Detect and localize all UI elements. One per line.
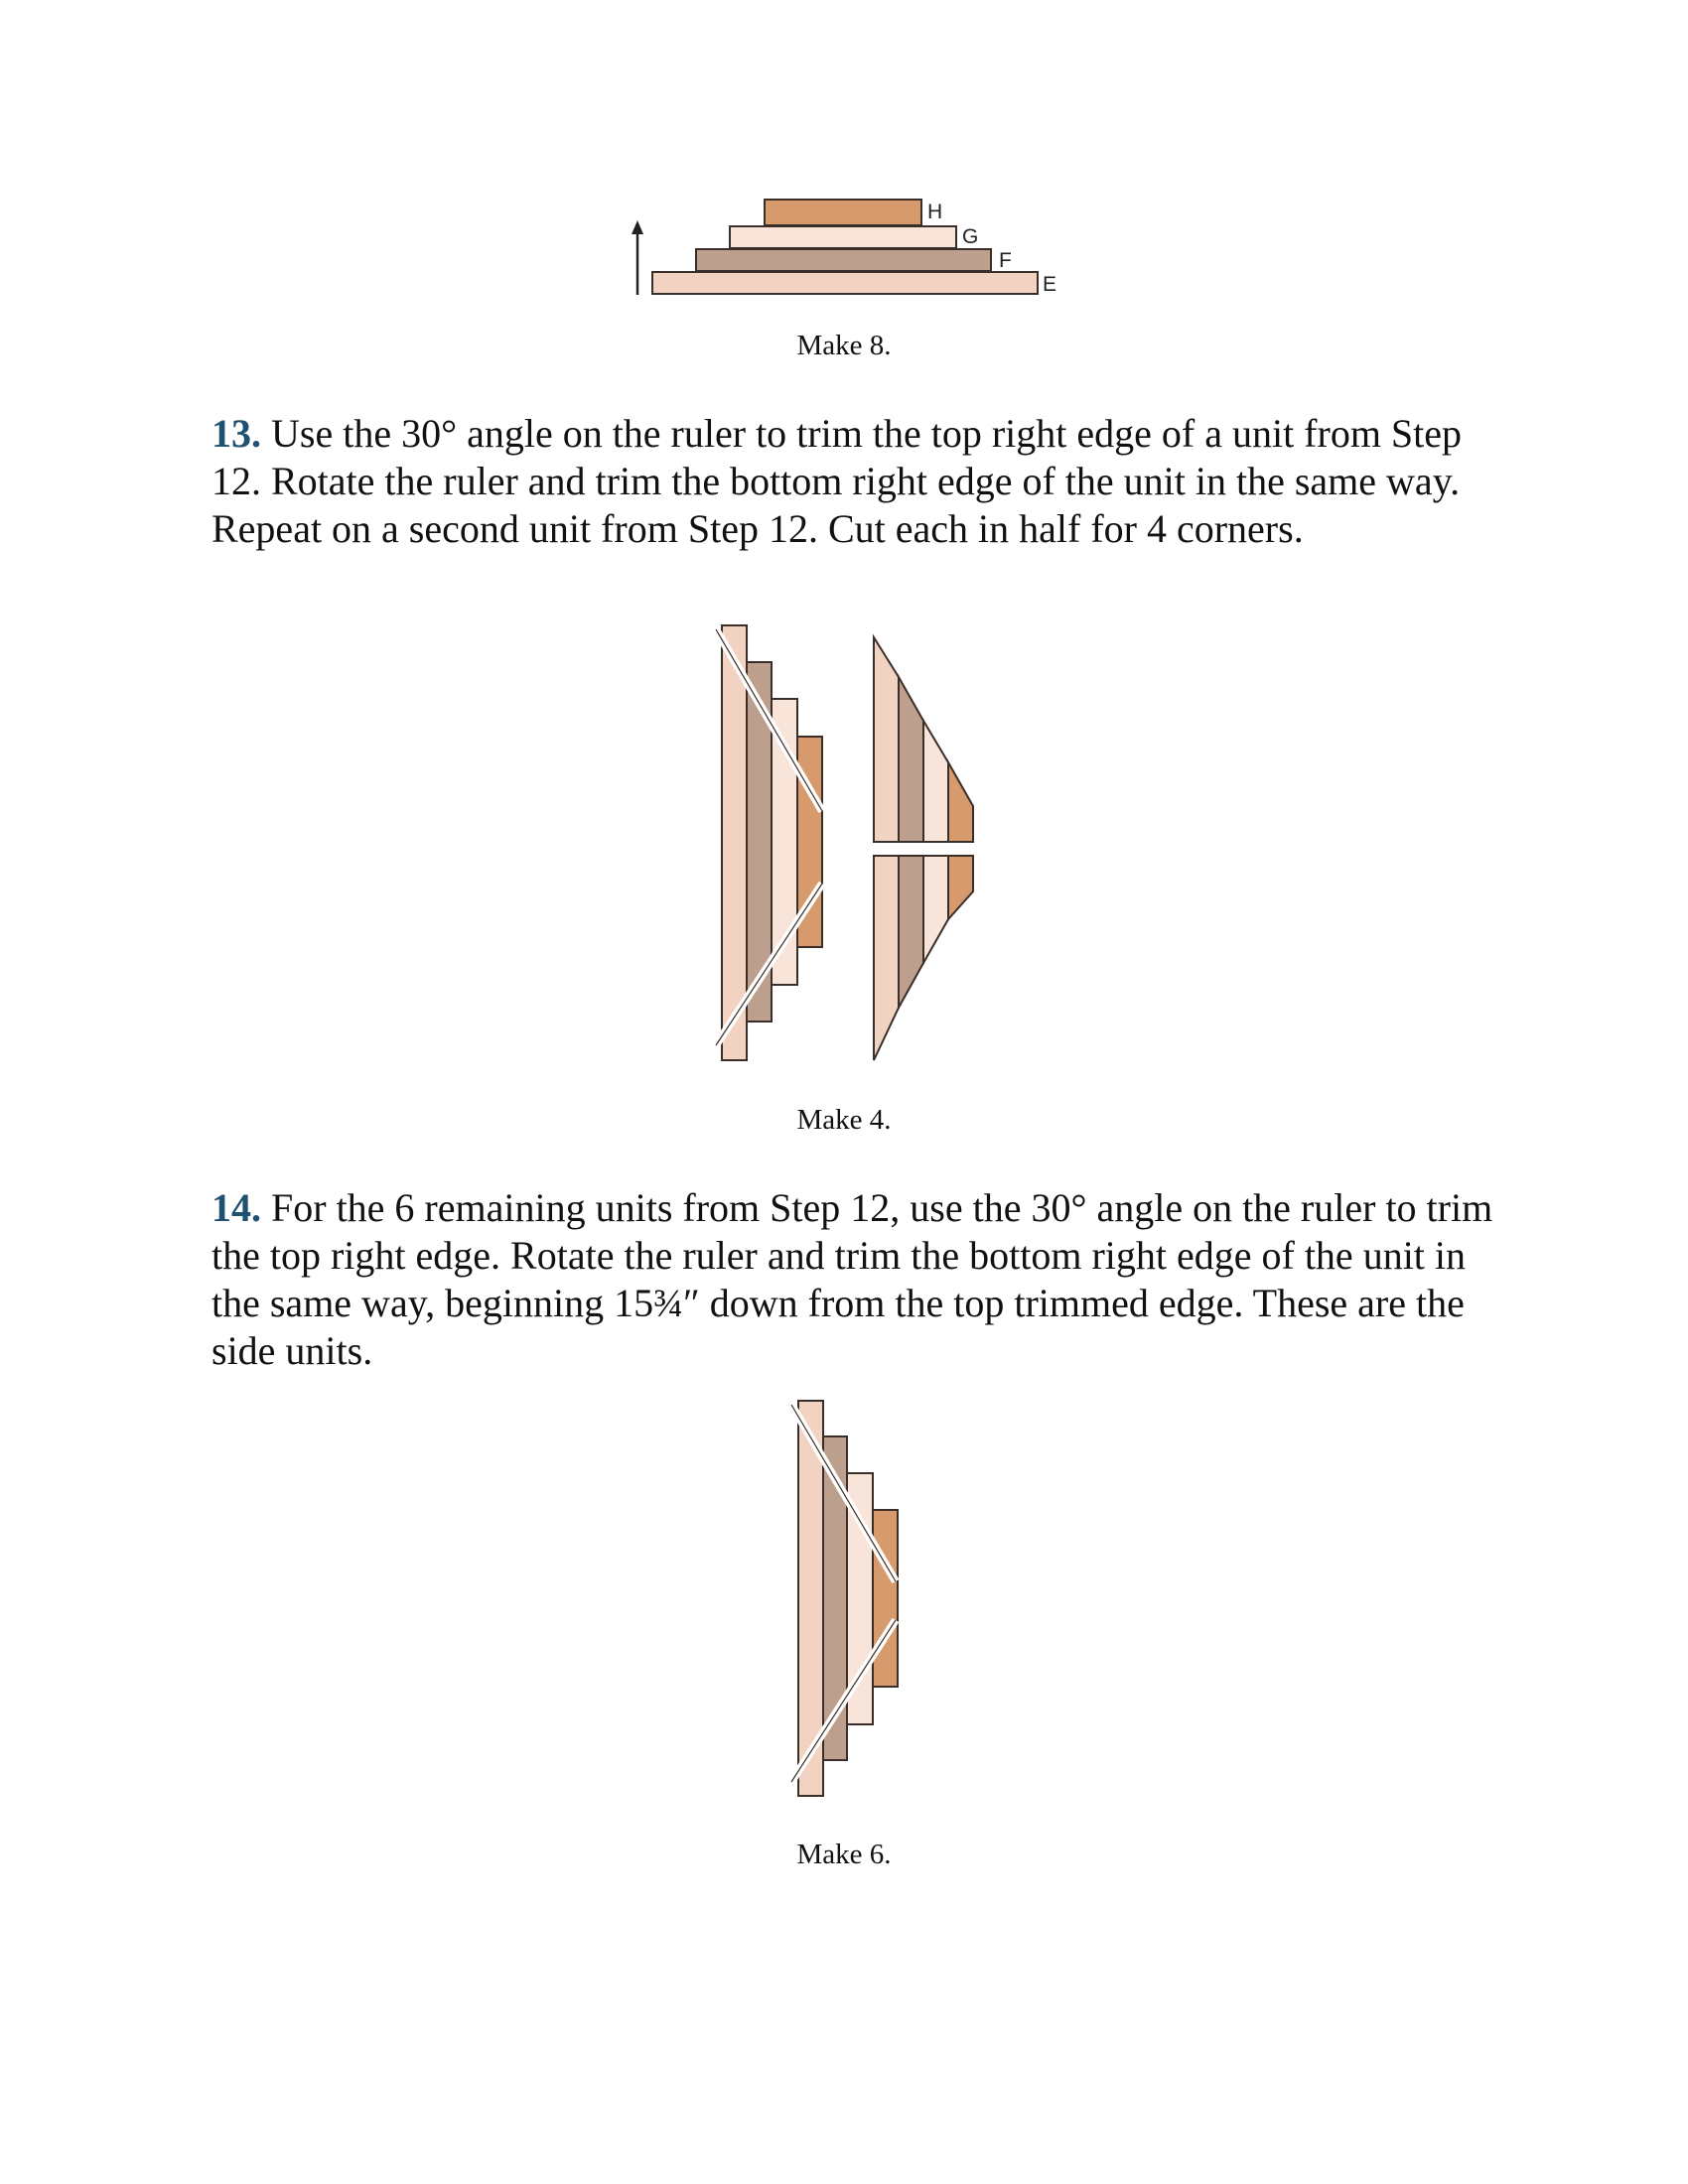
label-g: G	[962, 225, 979, 248]
corner-half-top	[874, 637, 973, 842]
label-e: E	[1043, 273, 1057, 296]
step-13-text: Use the 30° angle on the ruler to trim the top right edge of a unit from Step 12. Rotate the ruler and trim the bottom right edge of the unit in the same way. Repeat on a second unit from Step 12. Cut each in half for 4 corners.	[211, 411, 1463, 551]
up-arrow-icon	[632, 220, 643, 295]
strip-f	[696, 249, 991, 271]
label-f: F	[999, 249, 1012, 272]
figure-2-caption: Make 4.	[796, 1104, 892, 1136]
strip-stack-figure	[616, 189, 1072, 308]
step-14-number: 14.	[211, 1185, 261, 1230]
label-h: H	[927, 201, 943, 223]
trimmed-unit	[716, 625, 822, 1060]
step-13	[211, 410, 1502, 553]
step-14-text: For the 6 remaining units from Step 12, use the 30° angle on the ruler to trim the top right edge. Rotate the ruler and trim the bottom right edge of the unit in the same way, beginning 15¾″ down from the top trimmed edge. These are the side units.	[211, 1185, 1493, 1373]
side-unit	[791, 1401, 898, 1796]
strip-h	[765, 200, 921, 225]
corner-half-bottom	[874, 856, 973, 1060]
figure-3-caption: Make 6.	[796, 1839, 892, 1870]
side-unit-figure	[774, 1390, 933, 1807]
corner-units-figure	[695, 615, 993, 1072]
strip-e	[652, 272, 1038, 294]
step-14	[211, 1184, 1502, 1375]
strip-g	[730, 226, 956, 248]
figure-1-caption: Make 8.	[796, 330, 892, 361]
step-13-number: 13.	[211, 411, 261, 456]
